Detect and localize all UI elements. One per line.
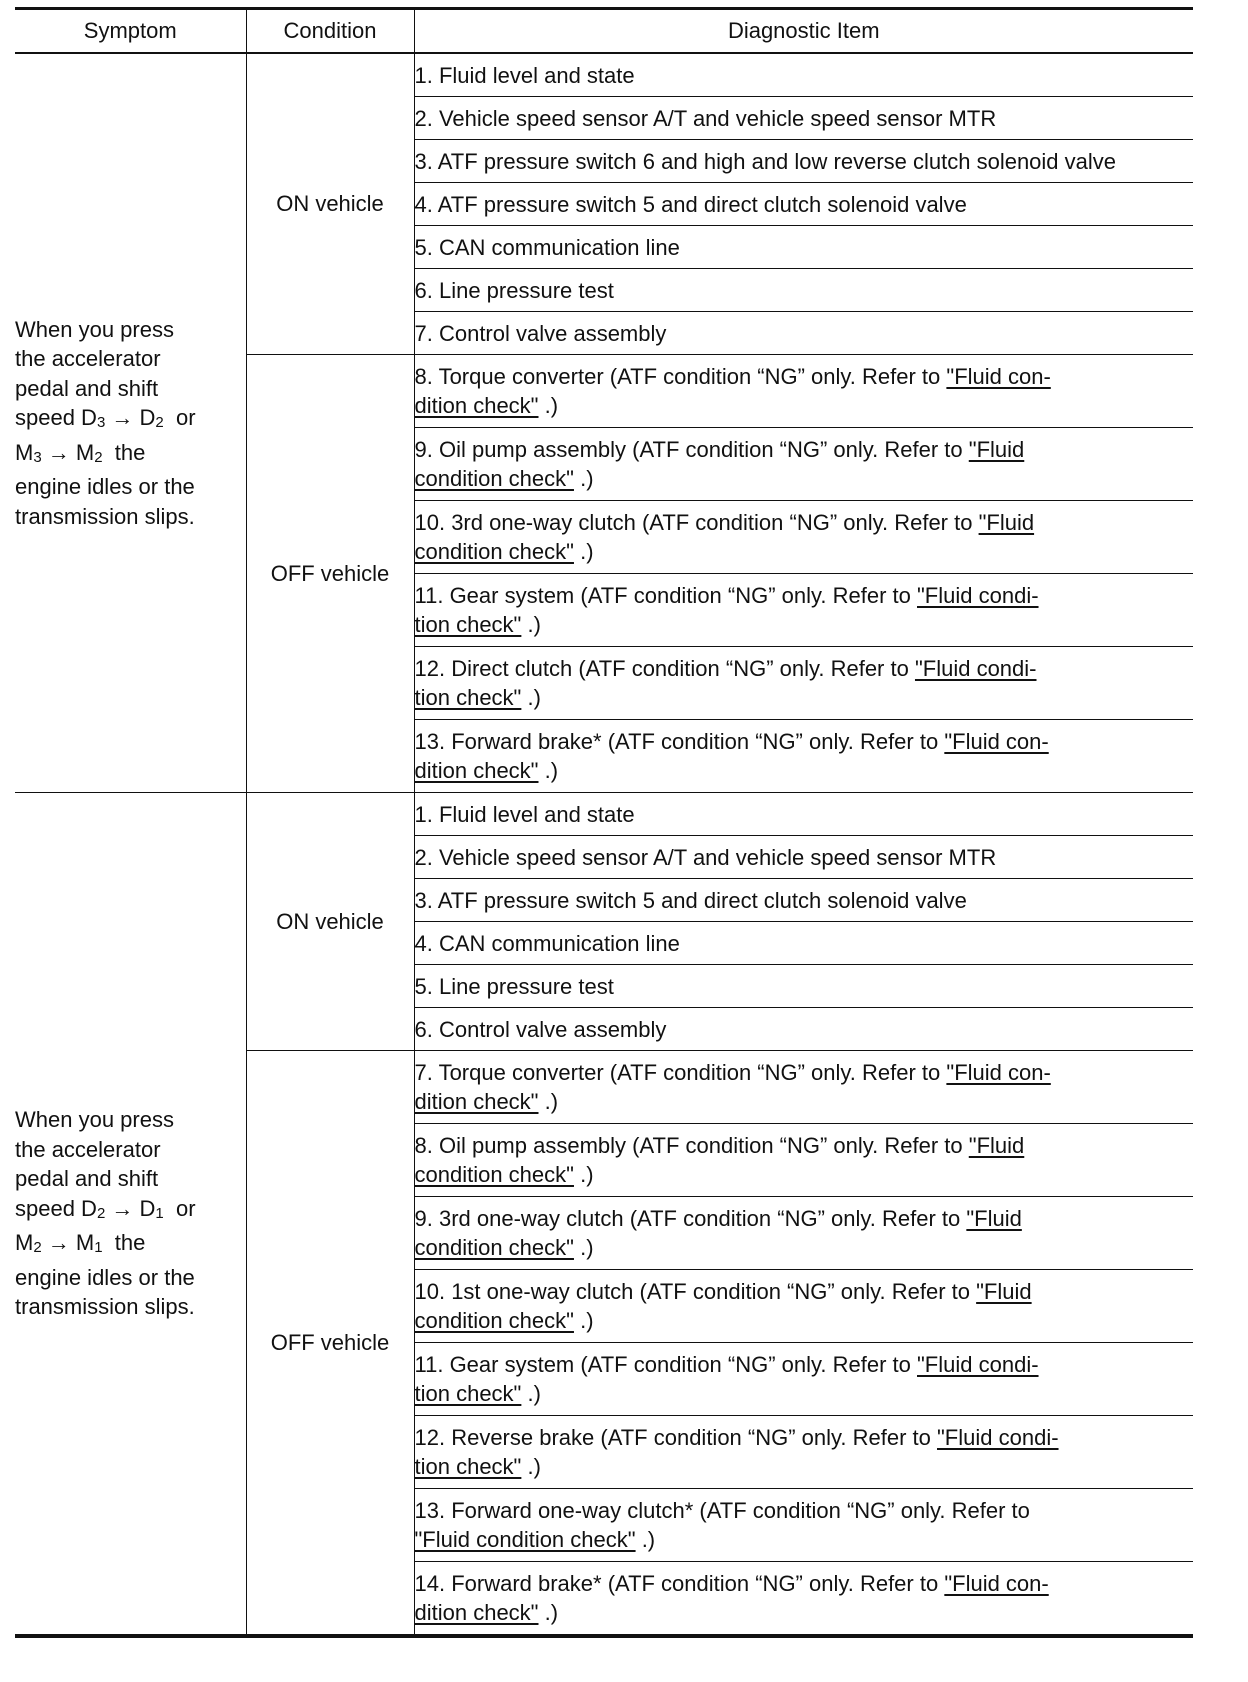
- fluid-condition-check-link[interactable]: condition check": [414, 1162, 574, 1187]
- symptom-line: pedal and shift: [15, 1166, 159, 1192]
- gear-subscript: 2: [33, 1239, 42, 1257]
- diagnostic-item: 3. ATF pressure switch 6 and high and low reverse clutch solenoid valve: [414, 140, 1193, 183]
- header-row: [15, 9, 1193, 54]
- diagnostic-item: [414, 428, 1193, 501]
- diagnostic-item-suffix: .): [538, 393, 559, 418]
- diagnostic-item-suffix: .): [573, 1162, 594, 1187]
- diagnostic-item: [414, 1197, 1193, 1270]
- diagnostic-item: 1. Fluid level and state: [414, 53, 1193, 97]
- diagnostic-item: 5. CAN communication line: [414, 226, 1193, 269]
- diagnostic-item: 5. Line pressure test: [414, 965, 1193, 1008]
- diagnostic-item: 4. CAN communication line: [414, 922, 1193, 965]
- diagnostic-item-text: 13. Forward one-way clutch* (ATF condition “NG” only. Refer to: [414, 1498, 1030, 1523]
- diagnostic-item-suffix: .): [521, 612, 541, 637]
- diagnostic-item: [414, 501, 1193, 574]
- diagnostic-item: 6. Control valve assembly: [414, 1008, 1193, 1051]
- symptom-cell: [15, 53, 246, 793]
- gear-subscript: 2: [155, 414, 164, 432]
- fluid-condition-check-link[interactable]: "Fluid con-: [944, 729, 1049, 754]
- diagnostic-item: 3. ATF pressure switch 5 and direct clutch solenoid valve: [414, 879, 1193, 922]
- arrow-text: → M: [41, 439, 95, 465]
- fluid-condition-check-link[interactable]: condition check": [414, 1235, 574, 1260]
- fluid-condition-check-link[interactable]: "Fluid con-: [946, 1060, 1051, 1085]
- fluid-condition-check-link[interactable]: condition check": [414, 466, 574, 491]
- symptom-line: When you press: [15, 1107, 174, 1133]
- diagnostic-item-text: 12. Direct clutch (ATF condition “NG” only. Refer to: [414, 656, 915, 681]
- diagnostic-item: [414, 1489, 1193, 1562]
- fluid-condition-check-link[interactable]: "Fluid condi-: [917, 583, 1039, 608]
- fluid-condition-check-link[interactable]: dition check": [414, 1600, 539, 1625]
- symptom-word: or: [163, 405, 196, 431]
- fluid-condition-check-link[interactable]: "Fluid condi-: [917, 1352, 1039, 1377]
- diagnostic-item-suffix: .): [521, 685, 541, 710]
- symptom-cell: [15, 793, 246, 1637]
- fluid-condition-check-link[interactable]: tion check": [414, 1454, 522, 1479]
- diagnostic-item: [414, 1416, 1193, 1489]
- diagnostic-item: [414, 1051, 1193, 1124]
- diagnostic-item: 4. ATF pressure switch 5 and direct clutch solenoid valve: [414, 183, 1193, 226]
- diagnostic-table: [15, 7, 1193, 1638]
- fluid-condition-check-link[interactable]: "Fluid: [968, 437, 1025, 462]
- diagnostic-item-suffix: .): [573, 1235, 594, 1260]
- symptom-line: [15, 403, 246, 438]
- diagnostic-item-text: 10. 1st one-way clutch (ATF condition “NG” only. Refer to: [414, 1279, 977, 1304]
- diagnostic-item-text: 13. Forward brake* (ATF condition “NG” only. Refer to: [414, 729, 945, 754]
- fluid-condition-check-link[interactable]: "Fluid: [976, 1279, 1032, 1304]
- diagnostic-item: [414, 720, 1193, 793]
- fluid-condition-check-link[interactable]: condition check": [414, 539, 574, 564]
- diagnostic-item: [414, 574, 1193, 647]
- diagnostic-item-suffix: .): [521, 1454, 541, 1479]
- diagnostic-item-text: 11. Gear system (ATF condition “NG” only. Refer to: [414, 583, 917, 608]
- gear-text: speed D: [15, 405, 97, 431]
- arrow-text: → D: [105, 1195, 156, 1221]
- diagnostic-item-text: 8. Torque converter (ATF condition “NG” only. Refer to: [414, 364, 947, 389]
- fluid-condition-check-link[interactable]: "Fluid con-: [946, 364, 1051, 389]
- fluid-condition-check-link[interactable]: "Fluid condi-: [937, 1425, 1059, 1450]
- condition-off-vehicle: OFF vehicle: [246, 355, 414, 793]
- gear-text: M: [15, 1230, 34, 1256]
- gear-subscript: 2: [96, 1204, 106, 1222]
- diagnostic-item: 2. Vehicle speed sensor A/T and vehicle speed sensor MTR: [414, 836, 1193, 879]
- diagnostic-item-suffix: .): [573, 1308, 594, 1333]
- diagnostic-item: [414, 1270, 1193, 1343]
- diagnostic-item: [414, 1562, 1193, 1637]
- diagnostic-item-suffix: .): [573, 466, 594, 491]
- diagnostic-item-suffix: .): [538, 758, 559, 783]
- diagnostic-item: 7. Control valve assembly: [414, 312, 1193, 355]
- fluid-condition-check-link[interactable]: "Fluid: [978, 510, 1035, 535]
- arrow-text: → D: [105, 405, 156, 431]
- symptom-line: pedal and shift: [15, 375, 159, 401]
- arrow-text: → M: [41, 1230, 95, 1256]
- fluid-condition-check-link[interactable]: dition check": [414, 1089, 539, 1114]
- gear-subscript: 1: [94, 1239, 103, 1257]
- symptom-line: the accelerator: [15, 1136, 161, 1162]
- diagnostic-item-text: 9. Oil pump assembly (ATF condition “NG” only. Refer to: [414, 437, 969, 462]
- diagnostic-item-suffix: .): [521, 1381, 541, 1406]
- table-row: [15, 53, 1193, 97]
- symptom-line: [15, 1194, 246, 1229]
- diagnostic-item-suffix: .): [538, 1089, 559, 1114]
- diagnostic-item-suffix: .): [573, 539, 594, 564]
- diagnostic-item: [414, 647, 1193, 720]
- symptom-word: the: [102, 439, 146, 465]
- fluid-condition-check-link[interactable]: "Fluid: [968, 1133, 1025, 1158]
- diagnostic-item-text: 9. 3rd one-way clutch (ATF condition “NG” only. Refer to: [414, 1206, 967, 1231]
- fluid-condition-check-link[interactable]: tion check": [414, 612, 522, 637]
- diagnostic-item-text: 12. Reverse brake (ATF condition “NG” only. Refer to: [414, 1425, 937, 1450]
- table-row: [15, 793, 1193, 836]
- condition-header: Condition: [246, 9, 414, 54]
- condition-off-vehicle: OFF vehicle: [246, 1051, 414, 1637]
- diagnostic-item-text: 7. Torque converter (ATF condition “NG” only. Refer to: [414, 1060, 947, 1085]
- condition-on-vehicle: ON vehicle: [246, 53, 414, 355]
- gear-text: speed D: [15, 1195, 97, 1221]
- diagnostic-item: 6. Line pressure test: [414, 269, 1193, 312]
- diagnostic-item: [414, 355, 1193, 428]
- symptom-line: engine idles or the: [15, 474, 195, 500]
- diagnostic-item-text: 8. Oil pump assembly (ATF condition “NG” only. Refer to: [414, 1133, 969, 1158]
- fluid-condition-check-link[interactable]: "Fluid con-: [944, 1571, 1049, 1596]
- gear-subscript: 2: [94, 448, 103, 466]
- diagnostic-item-text: 14. Forward brake* (ATF condition “NG” only. Refer to: [414, 1571, 945, 1596]
- symptom-line: transmission slips.: [15, 503, 195, 529]
- fluid-condition-check-link[interactable]: dition check": [414, 393, 539, 418]
- symptom-word: or: [163, 1195, 196, 1221]
- diagnostic-item: [414, 1343, 1193, 1416]
- gear-subscript: 3: [33, 448, 42, 466]
- diagnostic-item-suffix: .): [635, 1527, 656, 1552]
- fluid-condition-check-link[interactable]: tion check": [414, 685, 522, 710]
- symptom-line: transmission slips.: [15, 1294, 195, 1320]
- table-body: [15, 53, 1193, 1636]
- diagnostic-item-text: 11. Gear system (ATF condition “NG” only. Refer to: [414, 1352, 917, 1377]
- symptom-line: engine idles or the: [15, 1264, 195, 1290]
- symptom-word: the: [102, 1230, 146, 1256]
- fluid-condition-check-link[interactable]: "Fluid condi-: [914, 656, 1037, 681]
- diagnostic-item-header: Diagnostic Item: [414, 9, 1193, 54]
- fluid-condition-check-link[interactable]: "Fluid: [966, 1206, 1022, 1231]
- diagnostic-item: [414, 1124, 1193, 1197]
- fluid-condition-check-link[interactable]: dition check": [414, 758, 539, 783]
- condition-on-vehicle: ON vehicle: [246, 793, 414, 1051]
- fluid-condition-check-link[interactable]: condition check": [414, 1308, 574, 1333]
- diagnostic-item: 2. Vehicle speed sensor A/T and vehicle speed sensor MTR: [414, 97, 1193, 140]
- fluid-condition-check-link[interactable]: tion check": [414, 1381, 522, 1406]
- diagnostic-item: 1. Fluid level and state: [414, 793, 1193, 836]
- gear-text: M: [15, 439, 34, 465]
- symptom-line: [15, 438, 246, 473]
- diagnostic-item-text: 10. 3rd one-way clutch (ATF condition “NG” only. Refer to: [414, 510, 979, 535]
- gear-subscript: 1: [155, 1204, 164, 1222]
- symptom-header: Symptom: [15, 9, 246, 54]
- symptom-line: [15, 1228, 246, 1263]
- fluid-condition-check-link[interactable]: "Fluid condition check": [414, 1527, 636, 1552]
- symptom-line: When you press: [15, 316, 174, 342]
- symptom-line: the accelerator: [15, 346, 161, 372]
- diagnostic-item-suffix: .): [538, 1600, 559, 1625]
- gear-subscript: 3: [96, 414, 106, 432]
